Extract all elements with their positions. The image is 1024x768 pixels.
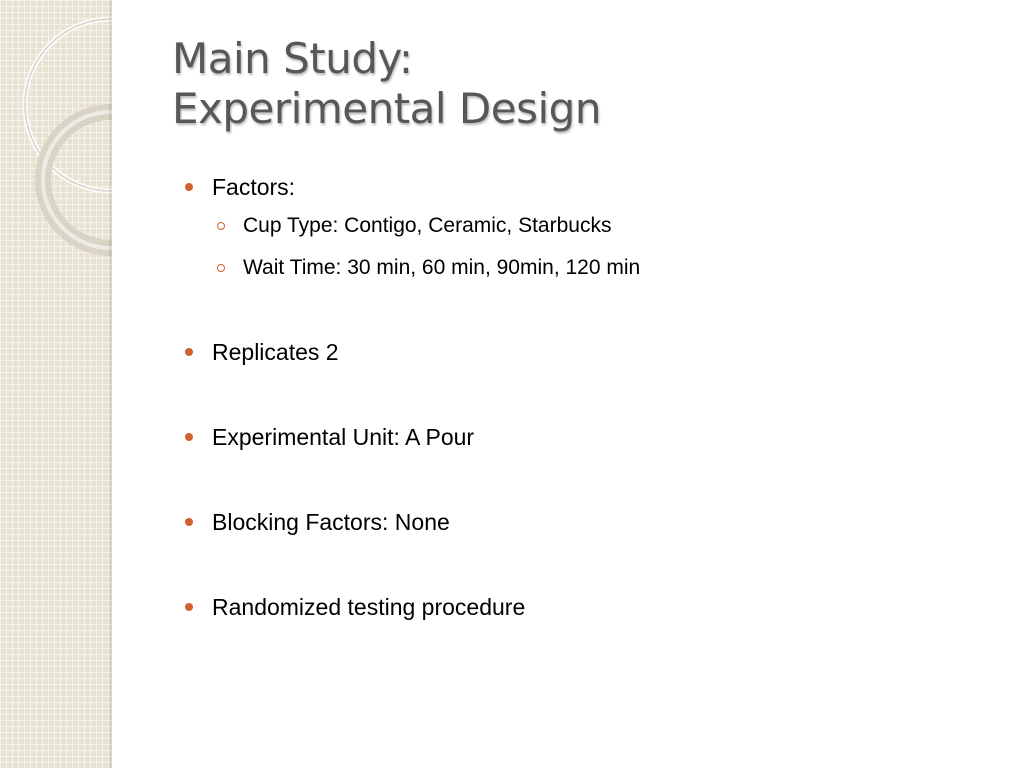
decorative-side-panel [0, 0, 112, 768]
bullet-text: Replicates 2 [212, 339, 339, 365]
bullet-dot-icon [185, 183, 193, 191]
sub-bullet-ring-icon [217, 222, 225, 230]
bullet-text: Randomized testing procedure [212, 594, 526, 620]
bullet-factors [212, 171, 992, 283]
decorative-ring-thick [43, 112, 112, 248]
bullet-list [212, 171, 992, 676]
decorative-circles [0, 0, 112, 768]
bullet-text: Blocking Factors: None [212, 509, 450, 535]
bullet-randomized-procedure [212, 591, 992, 623]
bullet-dot-icon [185, 518, 193, 526]
slide-title [172, 34, 972, 134]
bullet-dot-icon [185, 603, 193, 611]
slide-title-line-2: Experimental Design [172, 84, 601, 133]
bullet-experimental-unit [212, 421, 992, 453]
bullet-blocking-factors [212, 506, 992, 538]
sub-bullet-cup-type [243, 211, 992, 241]
sub-bullet-ring-icon [217, 264, 225, 272]
factors-sublist [212, 211, 992, 283]
bullet-text: Factors: [212, 174, 296, 200]
sub-bullet-text: Cup Type: Contigo, Ceramic, Starbucks [243, 214, 612, 237]
bullet-text: Experimental Unit: A Pour [212, 424, 475, 450]
sub-bullet-text: Wait Time: 30 min, 60 min, 90min, 120 min [243, 256, 641, 279]
panel-shadow [109, 0, 112, 768]
sub-bullet-wait-time [243, 253, 992, 283]
bullet-dot-icon [185, 433, 193, 441]
slide-title-line-1: Main Study: [172, 34, 413, 83]
bullet-dot-icon [185, 348, 193, 356]
bullet-replicates [212, 336, 992, 368]
